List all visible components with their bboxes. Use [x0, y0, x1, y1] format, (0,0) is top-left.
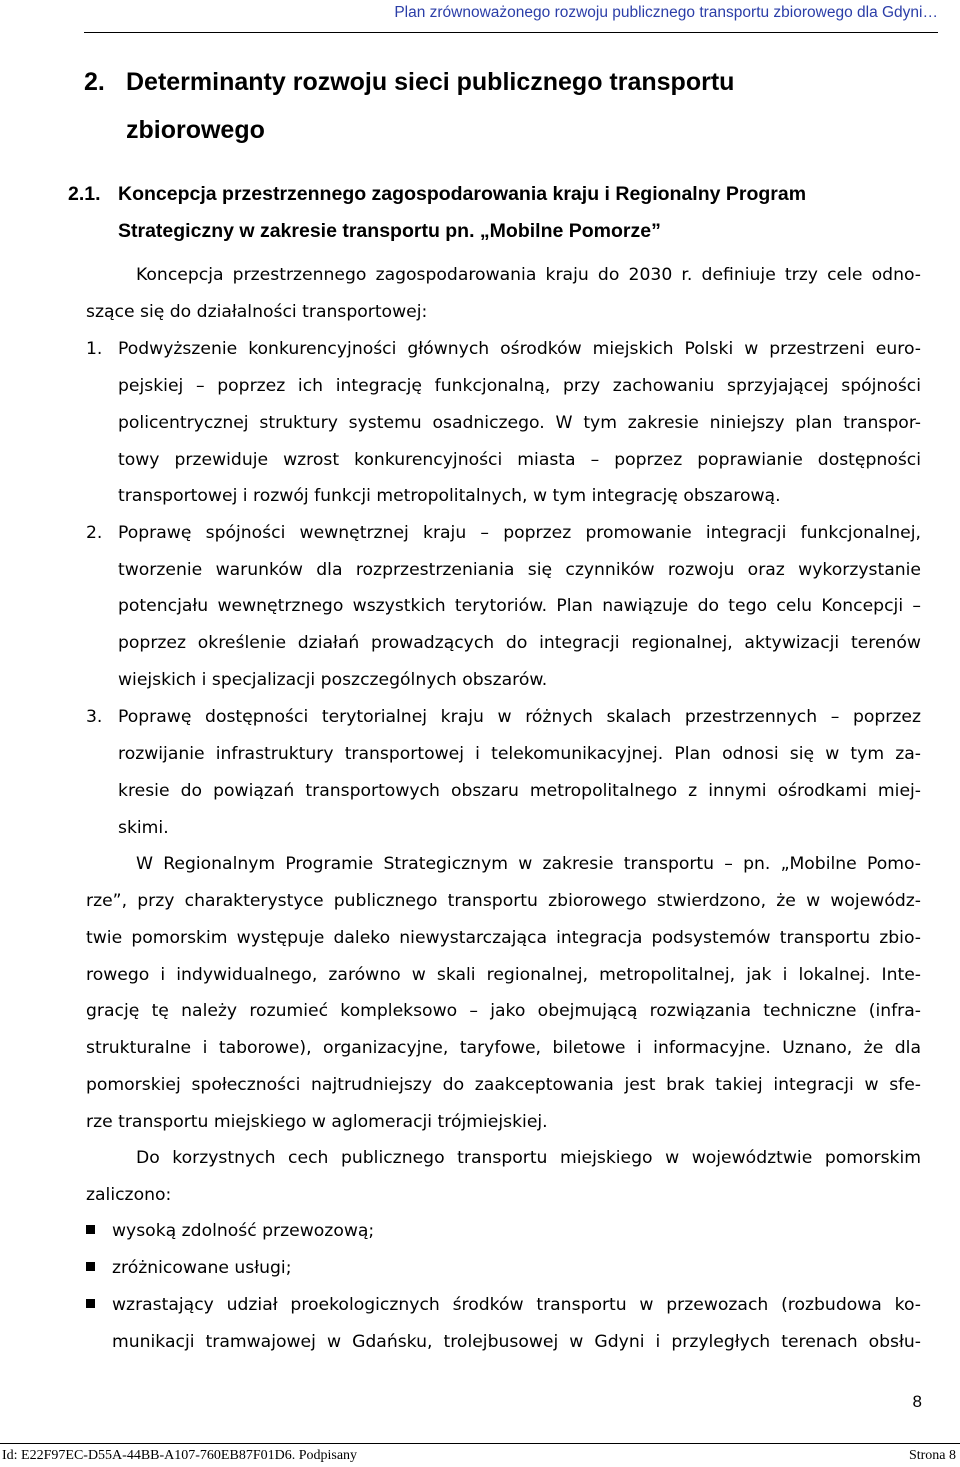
bullet-text-line: zróżnicowane usługi;: [112, 1258, 292, 1278]
goal-text-line: pejskiej – poprzez ich integrację funkcjonalną, przy zachowaniu sprzyjającej spójności: [118, 376, 921, 396]
goal-text-line: kresie do powiązań transportowych obszaru metropolitalnego z innymi ośrodkami miej-: [118, 781, 921, 801]
document-id: Id: E22F97EC-D55A-44BB-A107-760EB87F01D6. Podpisany: [2, 1448, 358, 1463]
goal-number: 1.: [86, 339, 103, 359]
subsection-number: 2.1.: [68, 183, 101, 205]
intro-line-2: szące się do działalności transportowej:: [86, 302, 428, 322]
goal-text-line: Podwyższenie konkurencyjności głównych ośrodków miejskich Polski w przestrzeni euro-: [118, 339, 921, 359]
goal-text-line: poprzez określenie działań prowadzących do integracji regionalnej, aktywizacji terenów: [118, 633, 921, 653]
paragraph-line: W Regionalnym Programie Strategicznym w zakresie transportu – pn. „Mobilne Pomo-: [136, 854, 921, 874]
goal-number: 3.: [86, 707, 103, 727]
running-header: Plan zrównoważonego rozwoju publicznego transportu zbiorowego dla Gdyni…: [394, 4, 938, 21]
section-title-line1: Determinanty rozwoju sieci publicznego transportu: [126, 68, 735, 96]
intro-line-1: Koncepcja przestrzennego zagospodarowania kraju do 2030 r. definiuje trzy cele odno-: [136, 265, 921, 285]
bullet-marker: [86, 1225, 95, 1234]
header-divider: [84, 32, 938, 33]
paragraph-line: pomorskiej społeczności najtrudniejszy do zaakceptowania jest brak takiej integracji w sfe-: [86, 1075, 921, 1095]
goal-text-line: wiejskich i specjalizacji poszczególnych obszarów.: [118, 670, 548, 690]
bullet-text-line: wzrastający udział proekologicznych środków transportu w przewozach (rozbudowa ko-: [112, 1295, 921, 1315]
goal-text-line: policentrycznej struktury systemu osadniczego. W tym zakresie niniejszy plan transpor-: [118, 413, 921, 433]
paragraph-line: strukturalne i taborowe), organizacyjne, taryfowe, biletowe i informacyjne. Uznano, że dla: [86, 1038, 921, 1058]
footer-divider: [0, 1443, 960, 1444]
subsection-title-line2: Strategiczny w zakresie transportu pn. „Mobilne Pomorze”: [118, 220, 661, 242]
paragraph-line: zaliczono:: [86, 1185, 172, 1205]
footer-page-label: Strona 8: [908, 1448, 956, 1463]
bullet-marker: [86, 1262, 95, 1271]
subsection-title-line1: Koncepcja przestrzennego zagospodarowania kraju i Regionalny Program: [118, 183, 807, 205]
section-number: 2.: [84, 68, 105, 96]
goal-text-line: potencjału wewnętrznego wszystkich terytoriów. Plan nawiązuje do tego celu Koncepcji –: [118, 596, 921, 616]
goal-text-line: skimi.: [118, 818, 169, 838]
paragraph-line: rowego i indywidualnego, zarówno w skali regionalnej, metropolitalnej, jak i lokalnej. Inte-: [86, 965, 921, 985]
paragraph-line: grację tę należy rozumieć kompleksowo – jako obejmującą rozwiązania techniczne (infra-: [86, 1001, 921, 1021]
bullet-marker: [86, 1299, 95, 1308]
goal-text-line: Poprawę dostępności terytorialnej kraju w różnych skalach przestrzennych – poprzez: [118, 707, 921, 727]
bullet-text-line: wysoką zdolność przewozową;: [112, 1221, 375, 1241]
paragraph-line: Do korzystnych cech publicznego transportu miejskiego w województwie pomorskim: [136, 1148, 921, 1168]
bullet-text-line: munikacji tramwajowej w Gdańsku, trolejbusowej w Gdyni i przyległych terenach obsłu-: [112, 1332, 921, 1352]
paragraph-line: twie pomorskim występuje daleko niewystarczająca integracja podsystemów transportu zbio-: [86, 928, 921, 948]
paragraph-line: rze transportu miejskiego w aglomeracji trójmiejskiej.: [86, 1112, 548, 1132]
goal-text-line: transportowej i rozwój funkcji metropolitalnych, w tym integrację obszarową.: [118, 486, 781, 506]
goal-text-line: rozwijanie infrastruktury transportowej i telekomunikacyjnej. Plan odnosi się w tym za-: [118, 744, 921, 764]
goal-text-line: Poprawę spójności wewnętrznej kraju – poprzez promowanie integracji funkcjonalnej,: [118, 523, 921, 543]
goal-number: 2.: [86, 523, 103, 543]
goal-text-line: towy przewiduje wzrost konkurencyjności miasta – poprzez poprawianie dostępności: [118, 450, 921, 470]
section-title-line2: zbiorowego: [126, 116, 265, 144]
goal-text-line: tworzenie warunków dla rozprzestrzeniania się czynników rozwoju oraz wykorzystanie: [118, 560, 921, 580]
page-number: 8: [912, 1392, 922, 1411]
paragraph-line: rze”, przy charakterystyce publicznego transportu zbiorowego stwierdzono, że w wojewódz-: [86, 891, 921, 911]
